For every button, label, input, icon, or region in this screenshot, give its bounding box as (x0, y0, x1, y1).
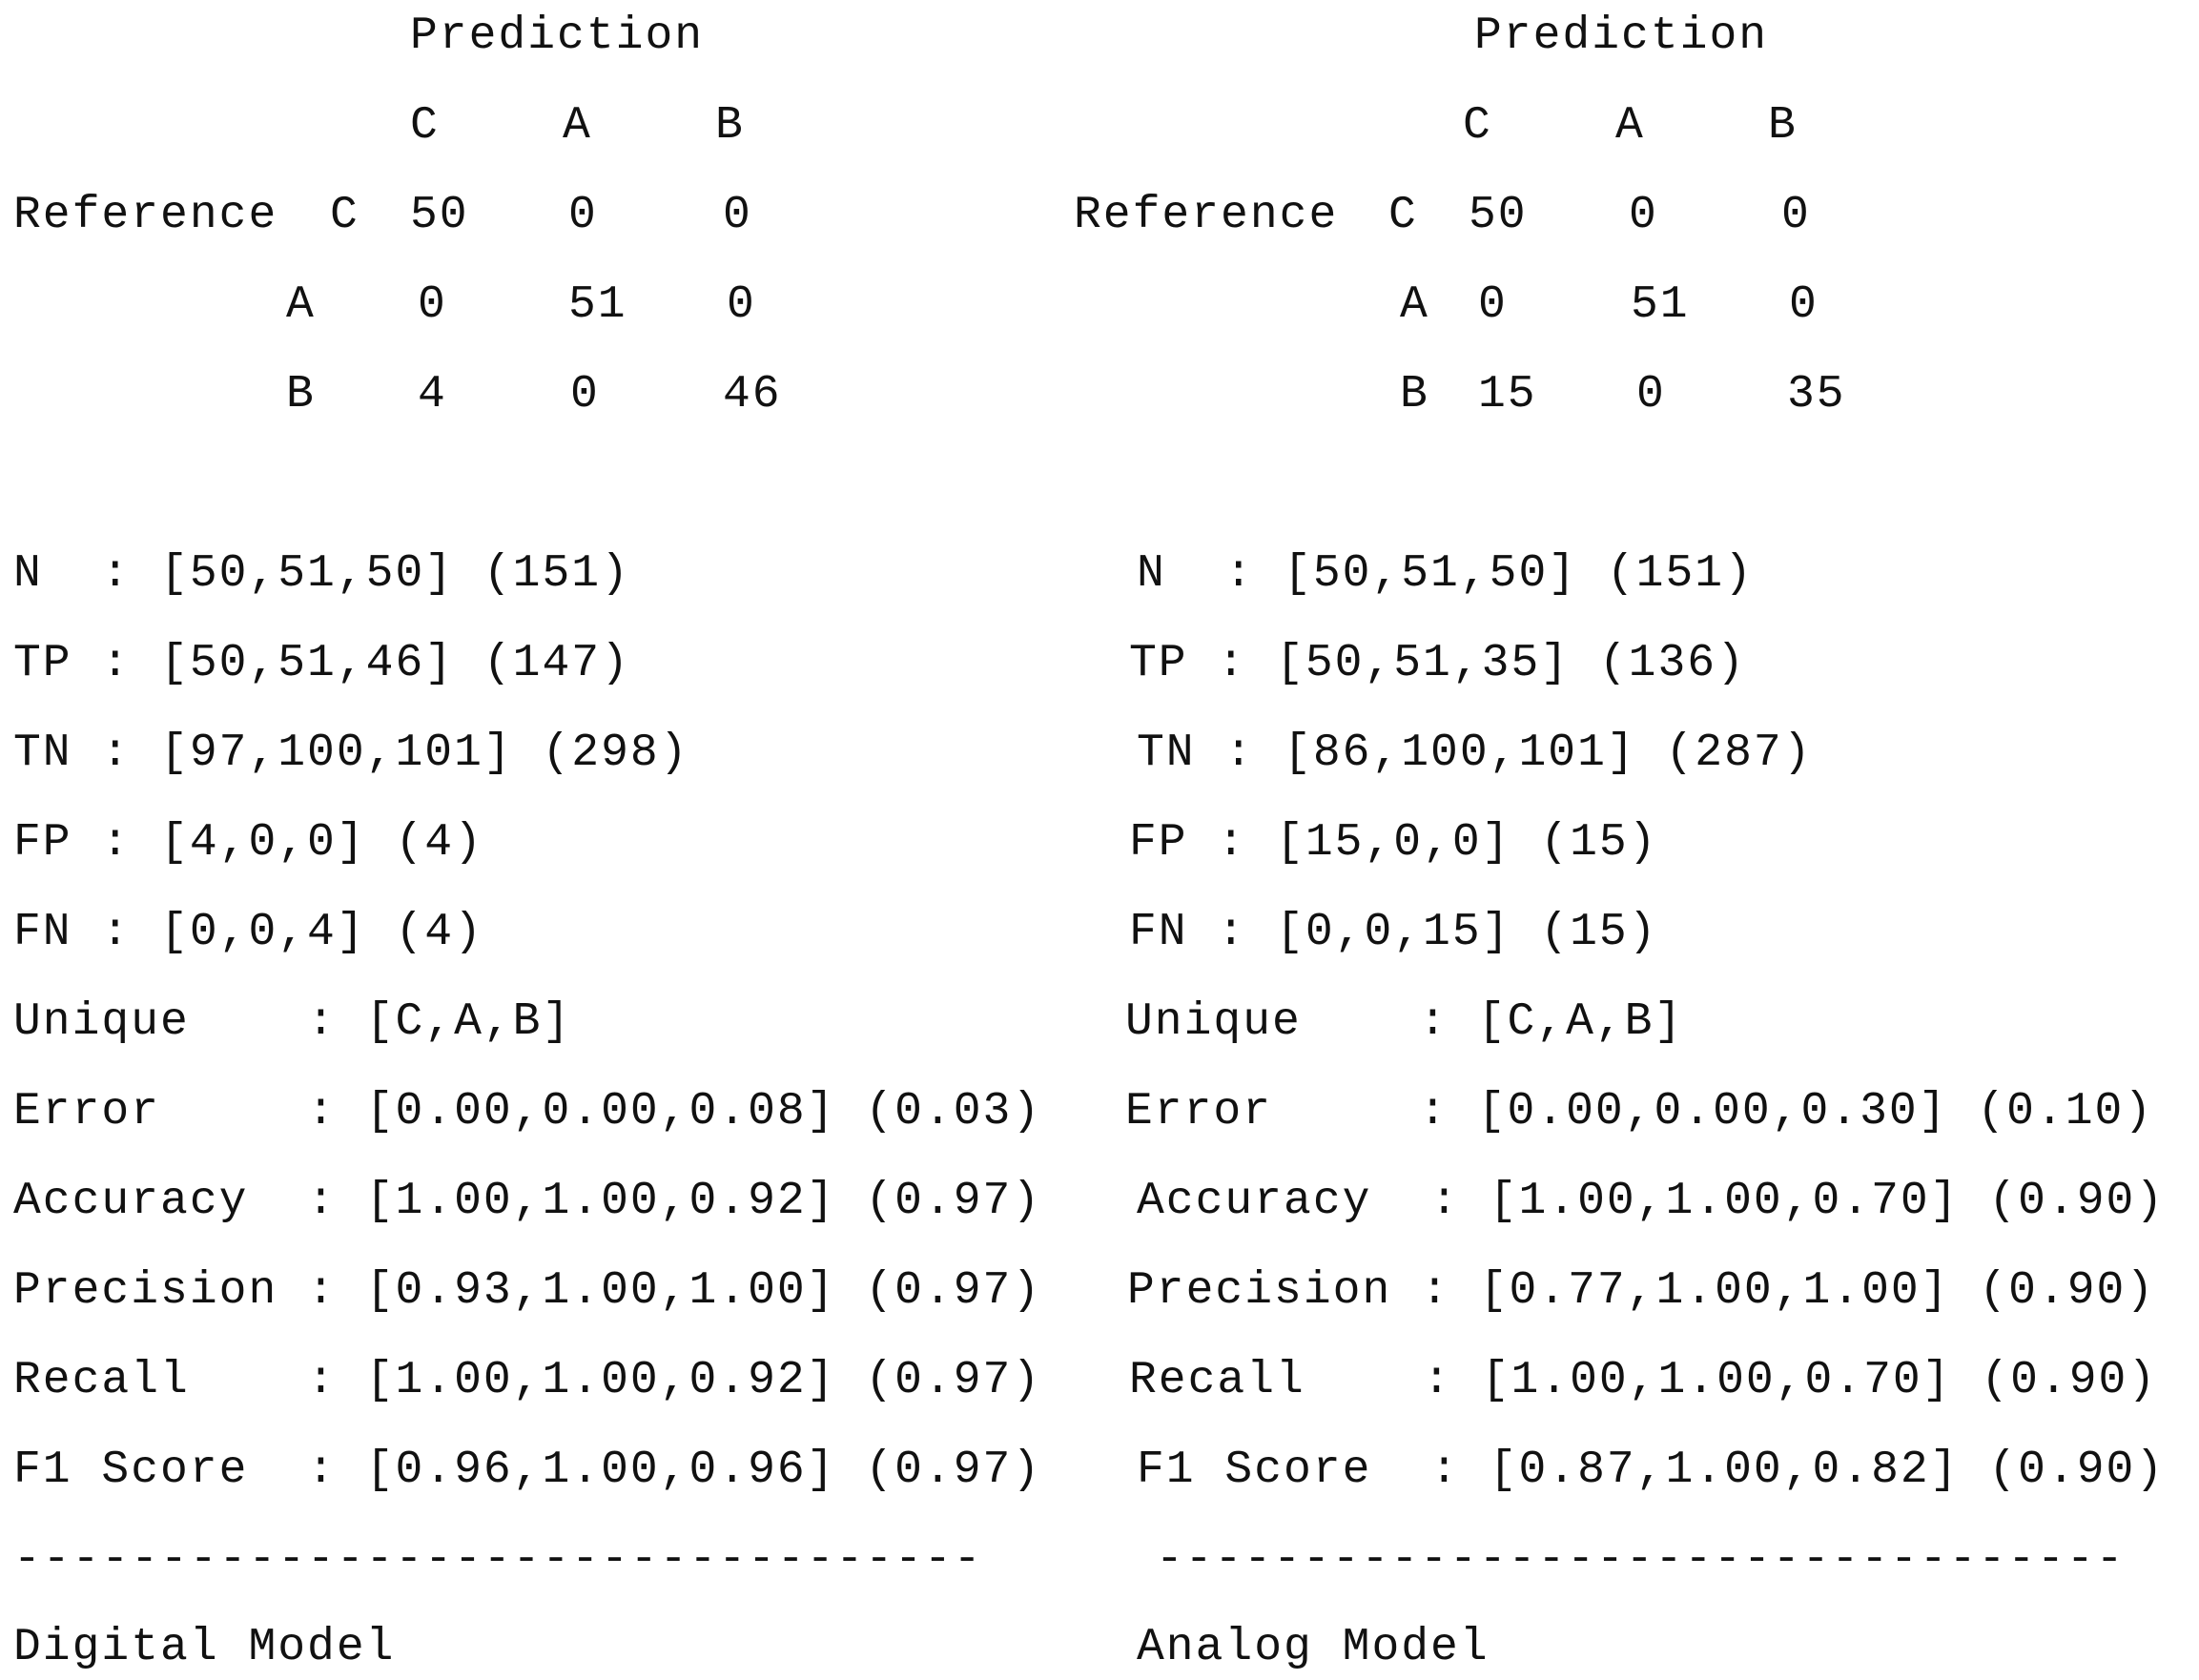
stat-unique: Unique : [C,A,B] (1125, 996, 1684, 1048)
cell-a-b: 0 (1789, 279, 1819, 331)
cell-c-b: 0 (723, 190, 752, 241)
stat-error: Error : [0.00,0.00,0.30] (0.10) (1125, 1086, 2154, 1137)
cell-a-a: 51 (568, 279, 627, 331)
stat-recall: Recall : [1.00,1.00,0.70] (0.90) (1129, 1355, 2158, 1406)
reference-label: Reference (13, 190, 278, 241)
col-label-a: A (1615, 100, 1645, 152)
stat-unique: Unique : [C,A,B] (13, 996, 572, 1048)
stat-fn: FN : [0,0,4] (4) (13, 907, 483, 958)
col-label-c: C (1463, 100, 1492, 152)
divider: --------------------------------- (13, 1534, 983, 1586)
analog-model-panel (1068, 0, 2166, 1680)
col-label-b: B (715, 100, 745, 152)
stat-accuracy: Accuracy : [1.00,1.00,0.70] (0.90) (1137, 1176, 2166, 1227)
stat-tp: TP : [50,51,46] (147) (13, 638, 630, 689)
prediction-header: Prediction (410, 10, 705, 62)
cell-c-a: 0 (1629, 190, 1658, 241)
stat-fp: FP : [4,0,0] (4) (13, 817, 483, 869)
digital-model-panel (0, 0, 1087, 1680)
cell-b-b: 35 (1787, 369, 1846, 420)
col-label-c: C (410, 100, 440, 152)
cell-c-b: 0 (1781, 190, 1811, 241)
row-label-b: B (286, 369, 316, 420)
reference-label: Reference (1074, 190, 1339, 241)
row-label-a: A (286, 279, 316, 331)
cell-b-a: 0 (1636, 369, 1666, 420)
stat-f1-score: F1 Score : [0.96,1.00,0.96] (0.97) (13, 1444, 1042, 1496)
cell-b-c: 15 (1478, 369, 1537, 420)
model-name: Digital Model (13, 1622, 396, 1673)
stat-precision: Precision : [0.77,1.00,1.00] (0.90) (1127, 1265, 2156, 1317)
cell-a-c: 0 (418, 279, 447, 331)
cell-b-c: 4 (418, 369, 447, 420)
col-label-b: B (1768, 100, 1798, 152)
cell-b-a: 0 (570, 369, 600, 420)
stat-fn: FN : [0,0,15] (15) (1129, 907, 1658, 958)
cell-b-b: 46 (723, 369, 782, 420)
stat-error: Error : [0.00,0.00,0.08] (0.03) (13, 1086, 1042, 1137)
row-label-c: C (1388, 190, 1418, 241)
cell-a-b: 0 (727, 279, 756, 331)
stat-n: N : [50,51,50] (151) (13, 548, 630, 600)
model-name: Analog Model (1137, 1622, 1490, 1673)
cell-c-c: 50 (1469, 190, 1528, 241)
row-label-a: A (1400, 279, 1429, 331)
col-label-a: A (563, 100, 592, 152)
prediction-header: Prediction (1474, 10, 1769, 62)
cell-a-c: 0 (1478, 279, 1508, 331)
row-label-c: C (330, 190, 360, 241)
stat-precision: Precision : [0.93,1.00,1.00] (0.97) (13, 1265, 1042, 1317)
stat-accuracy: Accuracy : [1.00,1.00,0.92] (0.97) (13, 1176, 1042, 1227)
stat-tp: TP : [50,51,35] (136) (1129, 638, 1746, 689)
stat-fp: FP : [15,0,0] (15) (1129, 817, 1658, 869)
stat-tn: TN : [86,100,101] (287) (1137, 727, 1813, 779)
stat-recall: Recall : [1.00,1.00,0.92] (0.97) (13, 1355, 1042, 1406)
stat-tn: TN : [97,100,101] (298) (13, 727, 689, 779)
divider: --------------------------------- (1156, 1534, 2126, 1586)
cell-c-a: 0 (568, 190, 598, 241)
row-label-b: B (1400, 369, 1429, 420)
cell-c-c: 50 (410, 190, 469, 241)
stat-f1-score: F1 Score : [0.87,1.00,0.82] (0.90) (1137, 1444, 2166, 1496)
stat-n: N : [50,51,50] (151) (1137, 548, 1754, 600)
cell-a-a: 51 (1631, 279, 1690, 331)
